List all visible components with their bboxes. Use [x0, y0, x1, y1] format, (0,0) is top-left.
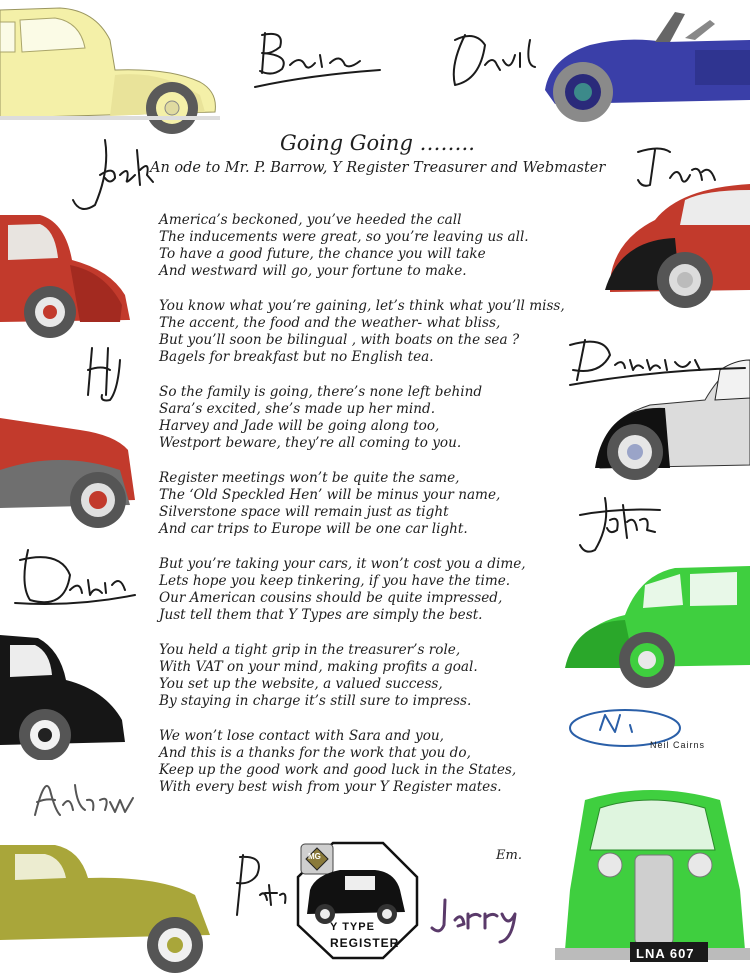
poem-author: Em.: [496, 848, 522, 863]
poem-line: With every best wish from your Y Register mates.: [159, 779, 502, 795]
poem-line: Our American cousins should be quite impressed,: [159, 590, 503, 606]
stanza: [159, 642, 559, 710]
poem-line: Harvey and Jade will be going along too,: [159, 418, 440, 434]
poem-line: Sara’s excited, she’s made up her mind.: [159, 401, 436, 417]
poem-line: The ‘Old Speckled Hen’ will be minus your name,: [159, 487, 501, 503]
signature-peter: [225, 845, 295, 925]
poem-body: [159, 212, 565, 814]
black-car-illustration: [0, 630, 135, 760]
poem-line: With VAT on your mind, making profits a goal.: [159, 659, 478, 675]
logo-line-2: REGISTER: [330, 936, 400, 950]
poem-line: Keep up the good work and good luck in the States,: [159, 762, 517, 778]
poem-line: And westward will go, your fortune to make.: [159, 263, 467, 279]
red-car-illustration-2: [600, 180, 750, 310]
poem-title: Going Going ……..: [280, 131, 475, 155]
license-plate-text: LNA 607: [636, 946, 695, 961]
signature-brian: [250, 25, 390, 95]
poem-line: You know what you’re gaining, let’s think what you’ll miss,: [159, 298, 565, 314]
poem-line: To have a good future, the chance you will take: [159, 246, 486, 262]
olive-car-illustration: [0, 840, 215, 978]
signature-hj: [80, 340, 140, 405]
poem-line: So the family is going, there’s none left behind: [159, 384, 483, 400]
poem-line: And car trips to Europe will be one car light.: [159, 521, 468, 537]
poem-line: Silverstone space will remain just as tight: [159, 504, 449, 520]
poem-line: Lets hope you keep tinkering, if you have the time.: [159, 573, 511, 589]
signature-daniel: [10, 545, 140, 615]
poem-line: You held a tight grip in the treasurer’s role,: [159, 642, 461, 658]
signature-andrew: [15, 770, 155, 830]
poem-line: America’s beckoned, you’ve heeded the call: [159, 212, 462, 228]
poem-line: We won’t lose contact with Sara and you,: [159, 728, 444, 744]
signature-neil: [560, 700, 750, 770]
green-car-illustration-1: [565, 560, 750, 695]
signature-ian: [630, 140, 720, 195]
stanza: [159, 470, 559, 538]
yellow-car-illustration: [0, 0, 220, 140]
blue-car-illustration: [535, 0, 750, 125]
poem-line: But you’re taking your cars, it won’t cost you a dime,: [159, 556, 526, 572]
poem-line: You set up the website, a valued success,: [159, 676, 443, 692]
stanza: [159, 728, 559, 796]
logo-badge-text: MG: [308, 852, 321, 861]
poem-line: Westport beware, they’re all coming to you.: [159, 435, 462, 451]
poem-line: Bagels for breakfast but no English tea.: [159, 349, 434, 365]
stanza: [159, 556, 559, 624]
stanza: [159, 384, 559, 452]
poem-line: The inducements were great, so you’re leaving us all.: [159, 229, 529, 245]
poem-subtitle: An ode to Mr. P. Barrow, Y Register Treasurer and Webmaster: [150, 160, 606, 176]
poem-line: But you’ll soon be bilingual , with boats on the sea ?: [159, 332, 520, 348]
poem-line: By staying in charge it’s still sure to impress.: [159, 693, 472, 709]
signature-jack: [65, 130, 155, 220]
red-car-illustration-3: [0, 410, 140, 535]
poem-line: The accent, the food and the weather- what bliss,: [159, 315, 501, 331]
poem-line: Just tell them that Y Types are simply the best.: [159, 607, 483, 623]
signature-neil-text: Neil Cairns: [650, 740, 706, 750]
signature-jerry: [430, 890, 550, 945]
signature-david: [445, 25, 545, 95]
red-car-illustration-1: [0, 210, 135, 340]
poem-line: Register meetings won’t be quite the same,: [159, 470, 460, 486]
logo-line-1: Y TYPE: [330, 921, 375, 933]
poem-line: And this is a thanks for the work that you do,: [159, 745, 471, 761]
stanza: [159, 212, 559, 280]
stanza: [159, 298, 565, 366]
signature-dennis: [565, 330, 750, 390]
signature-john: [575, 490, 665, 560]
